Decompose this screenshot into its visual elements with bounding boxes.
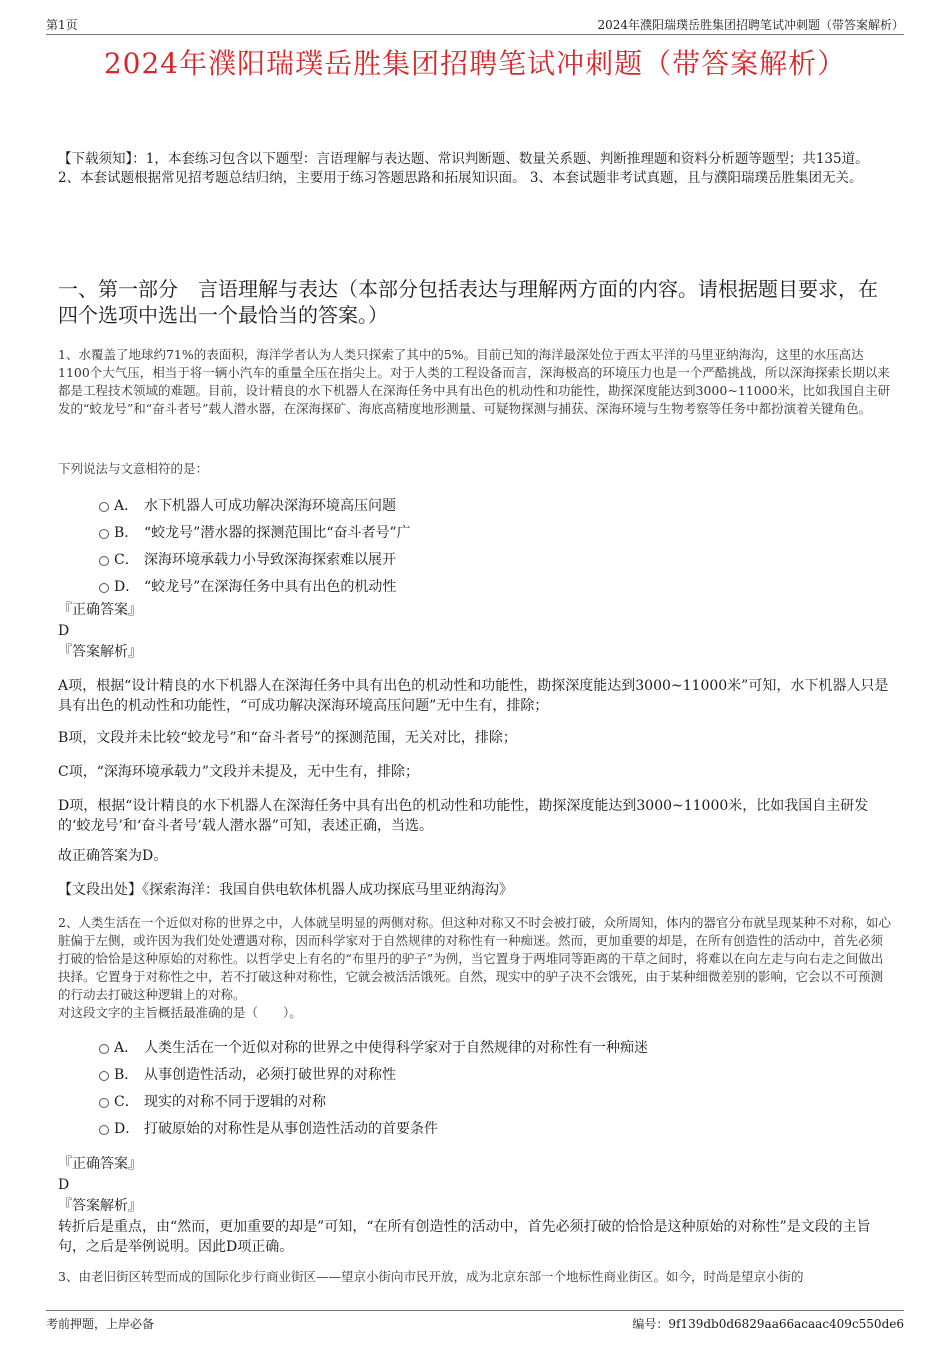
- question-2-answer: [58, 1154, 892, 1257]
- question-2: [58, 914, 892, 1022]
- analysis-text: D项，根据“设计精良的水下机器人在深海任务中具有出色的机动性和功能性，勘探深度能达到3000~11000米，比如我国自主研发的‘蛟龙号’和‘奋斗者号’载人潜水器”可知，表述正确，当选。: [58, 798, 869, 834]
- option-b[interactable]: [58, 1063, 892, 1090]
- page-number: 第1页: [46, 18, 78, 32]
- radio-icon[interactable]: [99, 583, 109, 593]
- question-stem: 2、人类生活在一个近似对称的世界之中，人体就呈明显的两侧对称。但这种对称又不时会被打破，众所周知，体内的器官分布就呈现某种不对称，如心脏偏于左侧，或许因为我们处处遭遇对称，因而科学家对于自然规律的对称性有一种痴迷。然而，更加重要的却是，在所有创造性的活动中，首先必须打破的恰恰是这种原始的对称性。以哲学史上有名的“布里丹的驴子”为例，当它置身于两堆同等距离的干草之间时，将难以在向左走与向右走之间做出抉择。它置身于对称性之中，若不打破这种对称性，它就会被活活饿死。自然，现实中的驴子决不会饿死，由于某种细微差别的影响，它会以不可预测的行动去打破这种逻辑上的对称。: [58, 915, 891, 1002]
- analysis-para: [58, 846, 892, 866]
- source-citation: [58, 880, 892, 900]
- analysis-text: 故正确答案为D。: [58, 848, 168, 864]
- option-text: 现实的对称不同于逻辑的对称: [144, 1094, 326, 1110]
- option-letter: C．: [114, 552, 139, 568]
- option-d[interactable]: [58, 1117, 892, 1144]
- download-notice: 【下载须知】：1，本套练习包含以下题型：言语理解与表达题、常识判断题、数量关系题、判断推理题和资料分析题等题型；共135道。 2、本套试题根据常见招考题总结归纳，主要用于练习答题思路和拓展知识面。 3、本套试题非考试真题，且与濮阳瑞璞岳胜集团无关。: [58, 151, 869, 186]
- option-text: “蛟龙号”在深海任务中具有出色的机动性: [144, 579, 397, 595]
- radio-icon[interactable]: [99, 556, 109, 566]
- option-a[interactable]: [58, 494, 892, 521]
- analysis-para: [58, 796, 892, 836]
- option-letter: D．: [114, 1121, 140, 1137]
- page-footer: [46, 1310, 904, 1331]
- question-3: [58, 1268, 892, 1290]
- option-text: 水下机器人可成功解决深海环境高压问题: [144, 498, 396, 514]
- analysis-para: [58, 728, 892, 748]
- question-1-options: [58, 494, 892, 602]
- option-letter: B．: [114, 1067, 139, 1083]
- option-letter: A．: [114, 1040, 139, 1056]
- header-doc-title: 2024年濮阳瑞璞岳胜集团招聘笔试冲刺题（带答案解析）: [597, 18, 904, 32]
- radio-icon[interactable]: [99, 502, 109, 512]
- option-d[interactable]: [58, 575, 892, 602]
- question-1: [58, 346, 892, 418]
- correct-answer-label: 『正确答案』: [58, 602, 142, 618]
- footer-doc-id: 编号：9f139db0d6829aa66acaac409c550de6: [632, 1317, 904, 1331]
- analysis-label: 『答案解析』: [58, 644, 142, 660]
- correct-answer: D: [58, 1177, 70, 1193]
- option-c[interactable]: [58, 1090, 892, 1117]
- option-text: 打破原始的对称性是从事创造性活动的首要条件: [144, 1121, 438, 1137]
- analysis-text: A项，根据“设计精良的水下机器人在深海任务中具有出色的机动性和功能性，勘探深度能达到3000~11000米”可知，水下机器人只是具有出色的机动性和功能性，“可成功解决深海环境高压问题”无中生有，排除；: [58, 678, 889, 714]
- option-letter: A．: [114, 498, 139, 514]
- question-prompt: 下列说法与文意相符的是：: [58, 461, 209, 476]
- correct-answer: D: [58, 623, 70, 639]
- analysis-label: 『答案解析』: [58, 1198, 142, 1214]
- option-text: “蛟龙号”潜水器的探测范围比“奋斗者号”广: [144, 525, 411, 541]
- question-stem: 1、水覆盖了地球约71%的表面积，海洋学者认为人类只探索了其中的5%。目前已知的海洋最深处位于西太平洋的马里亚纳海沟，这里的水压高达1100个大气压，相当于将一辆小汽车的重量全压在指尖上。对于人类的工程设备而言，深海极高的环境压力也是一个严酷挑战，所以深海探索长期以来都是工程技术领域的难题。目前，设计精良的水下机器人在深海任务中具有出色的机动性和功能性，勘探深度能达到3000~11000米，比如我国自主研发的“蛟龙号”和“奋斗者号”载人潜水器，在深海探矿、海底高精度地形测量、可疑物探测与捕获、深海环境与生物考察等任务中都扮演着关键角色。: [58, 347, 891, 416]
- document-title: 2024年濮阳瑞璞岳胜集团招聘笔试冲刺题（带答案解析）: [103, 47, 847, 80]
- option-letter: B．: [114, 525, 139, 541]
- question-1-answer: [58, 600, 892, 663]
- option-c[interactable]: [58, 548, 892, 575]
- option-letter: C．: [114, 1094, 139, 1110]
- option-text: 从事创造性活动，必须打破世界的对称性: [144, 1067, 396, 1083]
- footer-slogan: 考前押题，上岸必备: [46, 1317, 155, 1331]
- radio-icon[interactable]: [99, 1044, 109, 1054]
- question-stem: 3、由老旧街区转型而成的国际化步行商业街区——望京小街向市民开放，成为北京东部一个地标性商业街区。如今，时尚是望京小街的: [58, 1269, 804, 1284]
- option-letter: D．: [114, 579, 140, 595]
- analysis-para: [58, 762, 892, 782]
- option-text: 深海环境承载力小导致深海探索难以展开: [144, 552, 396, 568]
- correct-answer-label: 『正确答案』: [58, 1156, 142, 1172]
- option-text: 人类生活在一个近似对称的世界之中使得科学家对于自然规律的对称性有一种痴迷: [144, 1040, 648, 1056]
- page-header: [46, 14, 904, 35]
- radio-icon[interactable]: [99, 1098, 109, 1108]
- analysis-text: C项，“深海环境承载力”文段并未提及，无中生有，排除；: [58, 764, 420, 780]
- analysis-text: B项，文段并未比较“蛟龙号”和“奋斗者号”的探测范围，无关对比，排除；: [58, 730, 517, 746]
- section-title: 一、第一部分 言语理解与表达（本部分包括表达与理解两方面的内容。请根据题目要求，在四个选项中选出一个最恰当的答案。）: [58, 277, 878, 327]
- analysis-text: 转折后是重点，由“然而，更加重要的却是”可知，“在所有创造性的活动中，首先必须打破的恰恰是这种原始的对称性”是文段的主旨句，之后是举例说明。因此D项正确。: [58, 1219, 871, 1255]
- question-1-prompt: [58, 460, 892, 478]
- radio-icon[interactable]: [99, 1071, 109, 1081]
- option-b[interactable]: [58, 521, 892, 548]
- analysis-para: [58, 676, 892, 716]
- question-2-options: [58, 1036, 892, 1144]
- radio-icon[interactable]: [99, 1125, 109, 1135]
- question-prompt: 对这段文字的主旨概括最准确的是（ ）。: [58, 1005, 302, 1020]
- radio-icon[interactable]: [99, 529, 109, 539]
- option-a[interactable]: [58, 1036, 892, 1063]
- source-text: 【文段出处】《探索海洋：我国自供电软体机器人成功探底马里亚纳海沟》: [58, 882, 513, 898]
